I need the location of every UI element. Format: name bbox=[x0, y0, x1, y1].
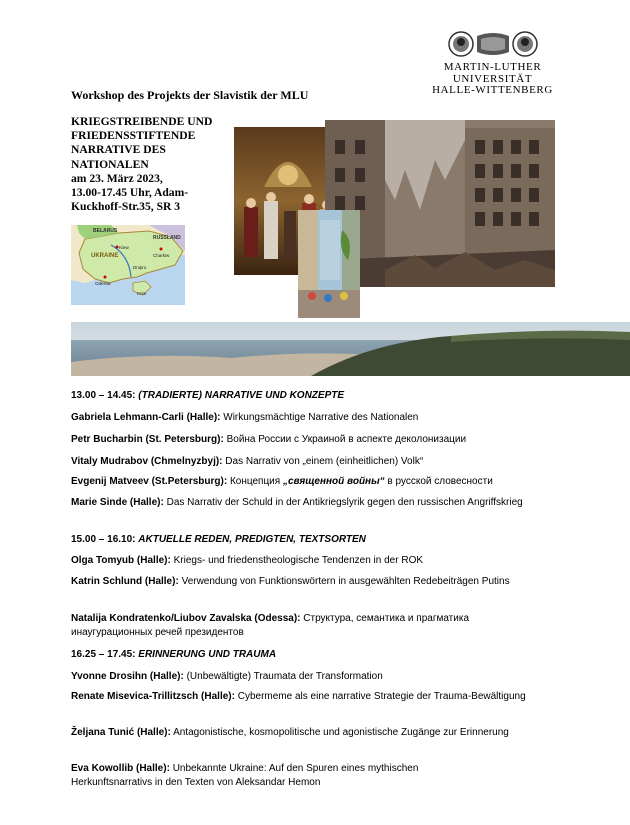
talk-title: (Unbewältigte) Traumata der Transformation bbox=[186, 671, 383, 682]
talk-title-emphasis: „священной войны“ bbox=[282, 476, 385, 487]
title-line: NARRATIVE DES bbox=[71, 143, 166, 157]
session-time: 16.25 – 17.45: bbox=[71, 649, 136, 660]
talk-item bbox=[71, 690, 541, 704]
talk-speaker: Željana Tunić (Halle): bbox=[71, 727, 171, 738]
logo-line: HALLE-WITTENBERG bbox=[432, 84, 553, 96]
talk-item bbox=[71, 575, 551, 589]
talk-item bbox=[71, 762, 501, 789]
talk-speaker: Natalija Kondratenko/Liubov Zavalska (Odessa): bbox=[71, 613, 301, 624]
talk-speaker: Yvonne Drosihn (Halle): bbox=[71, 671, 184, 682]
talk-title: Verwendung von Funktionswörtern in ausgewählten Redebeiträgen Putins bbox=[181, 576, 510, 587]
session-heading bbox=[71, 390, 344, 401]
session-time: 15.00 – 16.10: bbox=[71, 534, 136, 545]
talk-title: Das Narrativ der Schuld in der Antikriegslyrik gegen den russischen Angriffskrieg bbox=[166, 497, 523, 508]
university-seal-icon bbox=[447, 30, 539, 58]
session-heading bbox=[71, 649, 276, 660]
session-time: 13.00 – 14.45: bbox=[71, 390, 136, 401]
map-label: UKRAINE bbox=[91, 253, 119, 259]
talk-title: Unbekannte Ukraine: Auf den Spuren eines mythischen Herkunftsnarrativs in den Texten von Aleksandar Hemon bbox=[71, 763, 419, 788]
map-label: Krim bbox=[137, 291, 147, 296]
title-line: 13.00-17.45 Uhr, Adam- bbox=[71, 186, 189, 200]
talk-item bbox=[71, 554, 561, 568]
title-line: FRIEDENSSTIFTENDE bbox=[71, 129, 196, 143]
talk-speaker: Katrin Schlund (Halle): bbox=[71, 576, 179, 587]
talk-item bbox=[71, 455, 561, 469]
street-scene-image bbox=[298, 210, 360, 318]
map-label: Charkiw bbox=[153, 253, 170, 258]
talk-title: в русской словесности bbox=[384, 476, 493, 487]
talk-title: Концепция bbox=[229, 476, 283, 487]
session-title: ERINNERUNG UND TRAUMA bbox=[138, 649, 277, 660]
title-line: KRIEGSTREIBENDE UND bbox=[71, 115, 213, 128]
talk-speaker: Marie Sinde (Halle): bbox=[71, 497, 164, 508]
talk-title: Kriegs- und friedenstheologische Tendenzen in der ROK bbox=[173, 555, 424, 566]
map-label: Dnipro bbox=[133, 265, 147, 270]
talk-item bbox=[71, 475, 561, 489]
talk-title: Война России с Украиной в аспекте деколонизации bbox=[226, 434, 467, 445]
talk-speaker: Renate Misevica-Trillitzsch (Halle): bbox=[71, 691, 235, 702]
talk-speaker: Olga Tomyub (Halle): bbox=[71, 555, 171, 566]
event-title bbox=[71, 115, 241, 214]
talk-item bbox=[71, 411, 561, 425]
talk-speaker: Evgenij Matveev (St.Petersburg): bbox=[71, 476, 228, 487]
talk-title: Antagonistische, kosmopolitische und agonistische Zugänge zur Erinnerung bbox=[173, 727, 509, 738]
talk-title: Структура, семантика и прагматика инаугурационных речей президентов bbox=[71, 613, 470, 638]
session-title: AKTUELLE REDEN, PREDIGTEN, TEXTSORTEN bbox=[138, 534, 366, 545]
talk-speaker: Vitaly Mudrabov (Chmelnyzbyj): bbox=[71, 456, 223, 467]
university-logo bbox=[420, 30, 565, 97]
talk-item bbox=[71, 612, 551, 639]
title-line: Kuckhoff-Str.35, SR 3 bbox=[71, 200, 181, 214]
workshop-heading: Workshop des Projekts der Slavistik der MLU bbox=[71, 88, 309, 102]
title-line: NATIONALEN bbox=[71, 157, 149, 171]
ukraine-map-image bbox=[71, 225, 185, 305]
map-label: BELARUS bbox=[93, 228, 118, 234]
session-title: (TRADIERTE) NARRATIVE UND KONZEPTE bbox=[138, 390, 345, 401]
session-heading bbox=[71, 534, 366, 545]
talk-title: Wirkungsmächtige Narrative des Nationalen bbox=[223, 412, 419, 423]
map-label: Kiew bbox=[119, 245, 129, 250]
talk-speaker: Gabriela Lehmann-Carli (Halle): bbox=[71, 412, 221, 423]
talk-speaker: Eva Kowollib (Halle): bbox=[71, 763, 170, 774]
logo-line: UNIVERSITÄT bbox=[452, 72, 533, 85]
title-line: am 23. März 2023, bbox=[71, 171, 163, 185]
talk-item bbox=[71, 670, 561, 684]
coast-panorama-image bbox=[71, 322, 630, 376]
map-label: RUSSLAND bbox=[153, 235, 181, 241]
talk-title: Cybermeme als eine narrative Strategie der Trauma-Bewältigung bbox=[237, 691, 526, 702]
map-label: Odessa bbox=[95, 281, 111, 286]
talk-item bbox=[71, 433, 561, 447]
logo-line: MARTIN-LUTHER bbox=[443, 61, 542, 73]
talk-speaker: Petr Bucharbin (St. Petersburg): bbox=[71, 434, 224, 445]
talk-title: Das Narrativ von „einem (einheitlichen) Volk“ bbox=[225, 456, 424, 467]
talk-item bbox=[71, 726, 531, 740]
talk-item bbox=[71, 496, 541, 510]
